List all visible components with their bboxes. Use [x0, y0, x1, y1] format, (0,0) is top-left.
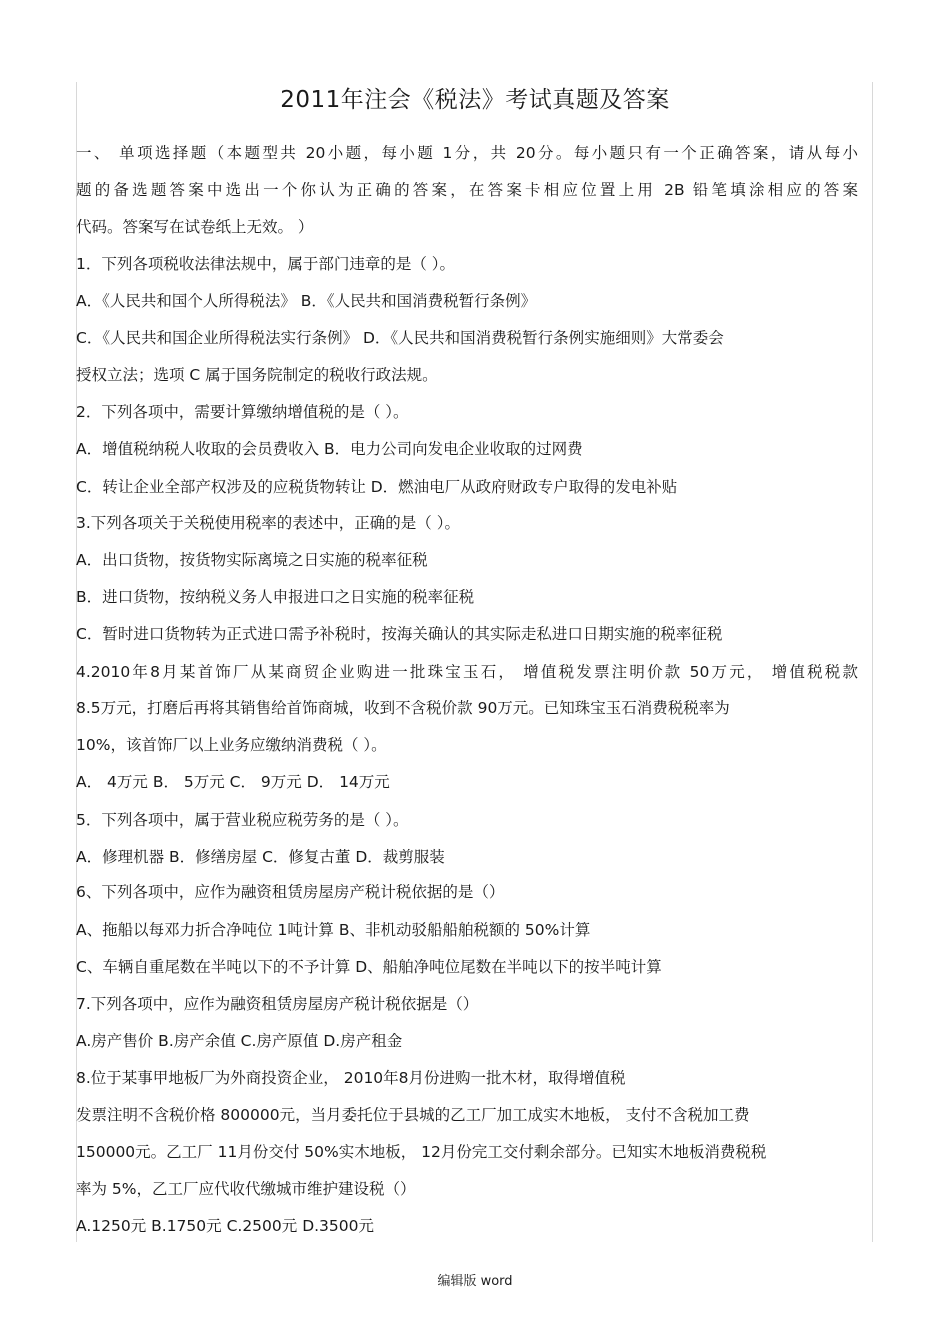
paragraph-line: 题的备选题答案中选出一个你认为正确的答案，在答案卡相应位置上用 2B 铅笔填涂相应的答案: [76, 181, 858, 199]
paragraph-line: 8.5万元，打磨后再将其销售给首饰商城，收到不含税价款 90万元。已知珠宝玉石消费税税率为: [76, 699, 730, 717]
question-line: 6、下列各项中，应作为融资租赁房屋房产税计税依据的是（）: [76, 883, 505, 901]
option-line: B．进口货物，按纳税义务人申报进口之日实施的税率征税: [76, 588, 475, 606]
paragraph-line: 代码。答案写在试卷纸上无效。 ）: [76, 218, 314, 236]
option-line: A、拖船以每邓力折合净吨位 1吨计算 B、非机动驳船船舶税额的 50%计算: [76, 921, 591, 939]
option-line: A．修理机器 B．修缮房屋 C．修复古董 D．裁剪服装: [76, 848, 445, 866]
question-line: 4.2010年8月某首饰厂从某商贸企业购进一批珠宝玉石， 增值税发票注明价款 50万元， 增值税税款: [76, 663, 858, 681]
page-footer: 编辑版 word: [437, 1274, 513, 1289]
paragraph-line: 150000元。乙工厂 11月份交付 50%实木地板， 12月份完工交付剩余部分。已知实木地板消费税税: [76, 1143, 767, 1161]
option-line: C．暂时进口货物转为正式进口需予补税时，按海关确认的其实际走私进口日期实施的税率征税: [76, 625, 723, 643]
option-line: A.1250元 B.1750元 C.2500元 D.3500元: [76, 1217, 374, 1235]
question-line: 1．下列各项税收法律法规中，属于部门违章的是（ ）。: [76, 255, 456, 273]
paragraph-line: 10%，该首饰厂以上业务应缴纳消费税（ ）。: [76, 736, 387, 754]
paragraph-line: 发票注明不含税价格 800000元，当月委托位于县城的乙工厂加工成实木地板， 支付不含税加工费: [76, 1106, 750, 1124]
right-margin-rule: [872, 82, 873, 1242]
question-line: 2．下列各项中，需要计算缴纳增值税的是（ ）。: [76, 403, 409, 421]
question-line: 3.下列各项关于关税使用税率的表述中，正确的是（ ）。: [76, 514, 460, 532]
question-line: 5．下列各项中，属于营业税应税劳务的是（ ）。: [76, 811, 409, 829]
paragraph-line: 授权立法；选项 C 属于国务院制定的税收行政法规。: [76, 366, 438, 384]
document-title: 2011年注会《税法》考试真题及答案: [280, 87, 670, 113]
option-line: A．《人民共和国个人所得税法》 B．《人民共和国消费税暂行条例》: [76, 292, 537, 310]
option-line: A．增值税纳税人收取的会员费收入 B．电力公司向发电企业收取的过网费: [76, 440, 583, 458]
paragraph-line: 率为 5%，乙工厂应代收代缴城市维护建设税（）: [76, 1180, 416, 1198]
option-line: C．《人民共和国企业所得税法实行条例》 D．《人民共和国消费税暂行条例实施细则》大常委会: [76, 329, 724, 347]
option-line: C、车辆自重尾数在半吨以下的不予计算 D、船舶净吨位尾数在半吨以下的按半吨计算: [76, 958, 662, 976]
option-line: A．出口货物，按货物实际离境之日实施的税率征税: [76, 551, 428, 569]
option-line: A． 4万元 B． 5万元 C． 9万元 D． 14万元: [76, 773, 390, 791]
option-line: C．转让企业全部产权涉及的应税货物转让 D．燃油电厂从政府财政专户取得的发电补贴: [76, 478, 678, 496]
option-line: A.房产售价 B.房产余值 C.房产原值 D.房产租金: [76, 1032, 403, 1050]
question-line: 7.下列各项中，应作为融资租赁房屋房产税计税依据是（）: [76, 995, 479, 1013]
question-line: 8.位于某事甲地板厂为外商投资企业， 2010年8月份进购一批木材，取得增值税: [76, 1069, 626, 1087]
paragraph-line: 一、 单项选择题（本题型共 20小题，每小题 1分，共 20分。每小题只有一个正确答案，请从每小: [76, 144, 858, 162]
